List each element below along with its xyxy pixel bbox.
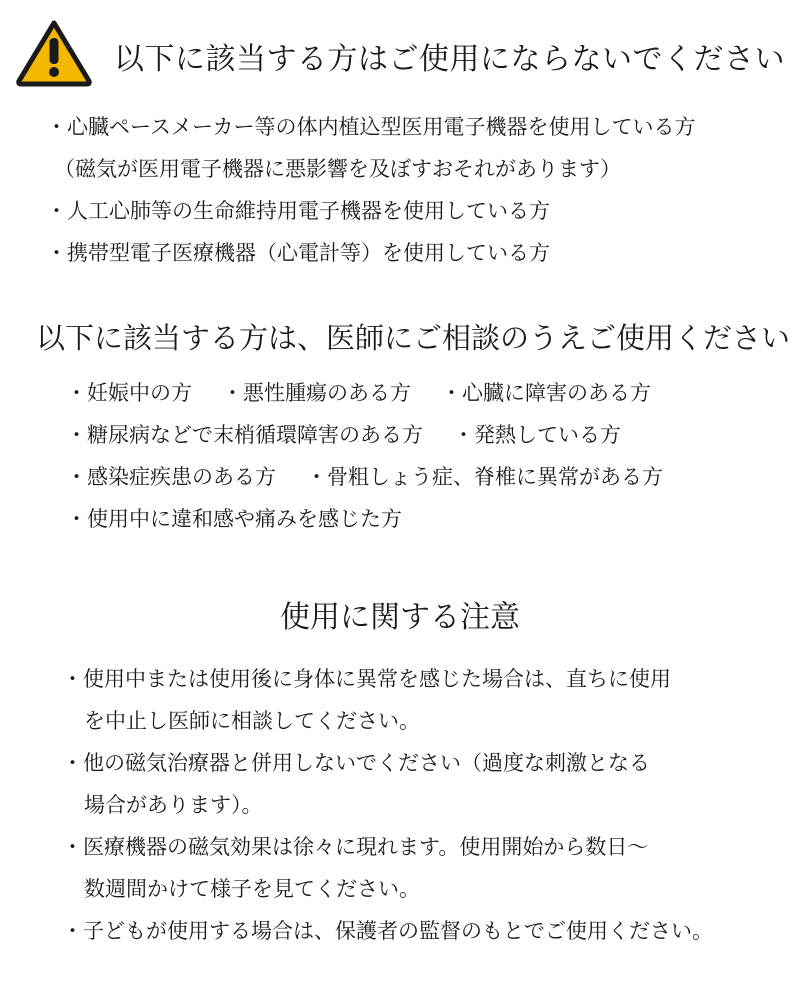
consult-row — [66, 372, 786, 414]
caution-item — [62, 910, 786, 952]
caution-title: 使用に関する注意 — [280, 600, 520, 635]
consult-title: 以下に該当する方は、医師にご相談のうえご使用ください — [36, 321, 791, 355]
warning-title: 以下に該当する方はご使用にならないでください — [114, 42, 785, 77]
consult-item: ・妊娠中の方 — [66, 381, 192, 405]
warning-item-note: （磁気が医用電子機器に悪影響を及ぼすおそれがあります） — [54, 157, 621, 181]
warning-item: ・携帯型電子医療機器（心電計等）を使用している方 — [46, 241, 550, 265]
warning-triangle-icon — [14, 18, 94, 88]
caution-item — [62, 742, 786, 826]
caution-line: ・他の磁気治療器と併用しないでください（過度な刺激となる — [62, 751, 650, 775]
caution-line: を中止し医師に相談してください。 — [84, 709, 420, 733]
caution-list — [62, 658, 786, 952]
consult-item: ・糖尿病などで末梢循環障害のある方 — [66, 423, 423, 447]
consult-row — [66, 498, 786, 540]
consult-row — [66, 414, 786, 456]
consult-item: ・使用中に違和感や痛みを感じた方 — [66, 507, 402, 531]
consult-item: ・心臓に障害のある方 — [441, 381, 651, 405]
consult-row — [66, 456, 786, 498]
caution-line: 場合があります）。 — [84, 793, 263, 817]
warning-item: ・心臓ペースメーカー等の体内植込型医用電子機器を使用している方 — [46, 115, 696, 139]
consult-item: ・感染症疾患のある方 — [66, 465, 276, 489]
consult-item: ・発熱している方 — [453, 423, 621, 447]
caution-line: ・使用中または使用後に身体に異常を感じた場合は、直ちに使用 — [62, 667, 671, 691]
caution-line: 数週間かけて様子を見てください。 — [84, 877, 420, 901]
caution-item — [62, 826, 786, 910]
caution-line: ・子どもが使用する場合は、保護者の監督のもとでご使用ください。 — [62, 919, 713, 943]
consult-item: ・骨粗しょう症、脊椎に異常がある方 — [306, 465, 663, 489]
consult-item: ・悪性腫瘍のある方 — [222, 381, 411, 405]
warning-list — [46, 106, 786, 274]
warning-header — [14, 14, 786, 90]
consult-list — [66, 372, 786, 540]
caution-line: ・医療機器の磁気効果は徐々に現れます。使用開始から数日～ — [62, 835, 649, 859]
caution-item — [62, 658, 786, 742]
warning-item: ・人工心肺等の生命維持用電子機器を使用している方 — [46, 199, 550, 223]
